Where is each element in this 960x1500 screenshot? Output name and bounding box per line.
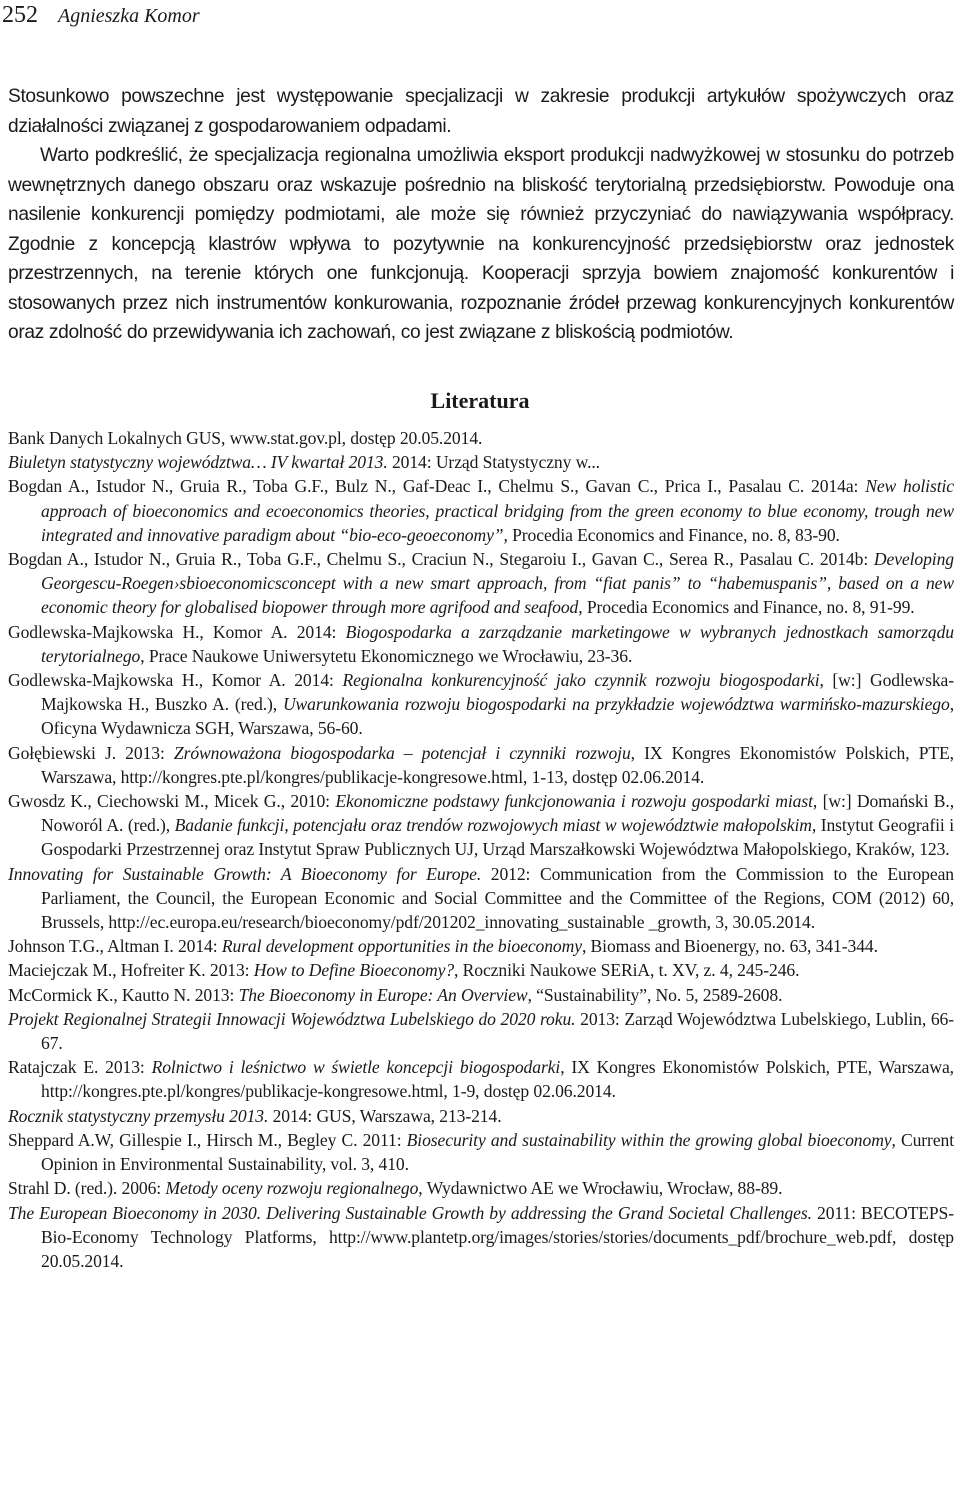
reference-text: , Prace Naukowe Uniwersytetu Ekonomicznego we Wrocławiu, 23-36. [140,645,633,666]
reference-text: Bank Danych Lokalnych GUS, www.stat.gov.pl, dostęp 20.05.2014. [8,428,483,448]
reference-text: Bogdan A., Istudor N., Gruia R., Toba G.F., Bulz N., Gaf-Deac I., Chelmu S., Gavan C., Prica I., Pasalau C. 2014a: [8,476,866,497]
reference-title: Zrównoważona biogospodarka – potencjał i czynniki rozwoju [173,742,631,763]
reference-entry [8,789,954,862]
reference-text: , IX Kongres Ekonomistów Polskich, PTE, Warszawa, http://kongres.pte.pl/kongres/publikacje-kongresowe.html, 1-13, dostęp 02.06.2014. [41,742,954,787]
reference-entry [8,934,954,958]
reference-entry [8,450,954,474]
reference-text: Godlewska-Majkowska H., Komor A. 2014: [8,621,346,642]
reference-title: Projekt Regionalnej Strategii Innowacji Województwa Lubelskiego do 2020 roku. [8,1008,576,1029]
reference-text: Strahl D. (red.). 2006: [8,1178,166,1199]
reference-title: How to Define Bioeconomy? [253,960,455,981]
reference-text: Maciejczak M., Hofreiter K. 2013: [8,960,254,981]
reference-title: Biogospodarka a zarządzanie marketingowe w wybranych jednostkach samorządu terytorialnego [41,621,954,666]
reference-title: Rural development opportunities in the bioeconomy [221,936,582,957]
reference-text: , Procedia Economics and Finance, no. 8, 91-99. [578,597,915,618]
reference-entry [8,1055,954,1103]
reference-text: , IX Kongres Ekonomistów Polskich, PTE, Warszawa, http://kongres.pte.pl/kongres/publikacje-kongresowe.html, 1-9, dostęp 02.06.2014. [41,1057,954,1102]
reference-title: The Bioeconomy in Europe: An Overview [238,984,528,1005]
reference-title: Rocznik statystyczny przemysłu 2013. [8,1105,269,1126]
reference-title: The European Bioeconomy in 2030. Delivering Sustainable Growth by addressing the Grand Societal Challenges. [8,1202,812,1223]
reference-text: McCormick K., Kautto N. 2013: [8,984,239,1005]
running-header [2,0,200,34]
reference-list [8,426,954,1273]
page-number: 252 [2,2,38,28]
reference-text: Gołębiewski J. 2013: [8,742,174,763]
reference-entry [8,862,954,935]
reference-text: , Oficyna Wydawnicza SGH, Warszawa, 56-60. [41,694,954,739]
reference-title: Badanie funkcji, potencjału oraz trendów rozwojowych miast w województwie małopolskim [174,815,812,836]
reference-text: Johnson T.G., Altman I. 2014: [8,936,222,957]
reference-entry [8,1007,954,1055]
reference-title: Rolnictwo i leśnictwo w świetle koncepcji biogospodarki [151,1057,561,1078]
reference-text: , “Sustainability”, No. 5, 2589-2608. [527,984,783,1005]
reference-title: Innovating for Sustainable Growth: A Bioeconomy for Europe. [8,863,482,884]
reference-title: New holistic approach of bioeconomics and ecoeconomics theories, practical bridging from the green economy to blue economy, trough new integrated and innovative paradigm about “bio-eco-geoeconomy”, [41,476,954,545]
reference-text: , [w:] Domański B., Noworól A. (red.), [41,791,954,836]
reference-text: Sheppard A.W, Gillespie I., Hirsch M., Begley C. 2011: [8,1129,407,1150]
reference-text: , Biomass and Bioenergy, no. 63, 341-344. [581,936,878,957]
reference-text: Bogdan A., Istudor N., Gruia R., Toba G.F., Chelmu S., Craciun N., Stegaroiu I., Gavan C., Serea R., Pasalau C. 2014b: [8,549,874,570]
reference-title: Metody oceny rozwoju regionalnego [165,1178,419,1199]
reference-entry [8,547,954,620]
paragraph: Stosunkowo powszechne jest występowanie specjalizacji w zakresie produkcji artykułów spożywczych oraz działalności związanej z gospodarowaniem odpadami. [8,86,954,137]
reference-entry [8,474,954,547]
reference-text: 2012: Communication from the Commission to the European Parliament, the Council, the European Economic and Social Committee and the Committee of the Regions, COM (2012) 60, Brussels, http://ec.europa.eu/research/bioeconomy/pdf/201202_innovating_sustainable _growth, 3, 30.05.2014. [41,863,954,933]
reference-entry [8,1201,954,1274]
reference-text: 2014: Urząd Statystyczny w... [387,452,600,473]
reference-text: 2014: GUS, Warszawa, 213-214. [268,1105,502,1126]
reference-title: Biosecurity and sustainability within the growing global bioeconomy [406,1129,892,1150]
reference-text: 2011: BECOTEPS-Bio-Economy Technology Platforms, http://www.plantetp.org/images/stories/stories/documents_pdf/brochure_web.pdf, dostęp 20.05.2014. [41,1202,954,1271]
reference-title: Regionalna konkurencyjność jako czynnik rozwoju biogospodarki [342,670,820,691]
reference-entry [8,668,954,741]
reference-title: Biuletyn statystyczny województwa… IV kwartał 2013. [8,452,388,473]
reference-text: Procedia Economics and Finance, no. 8, 83-90. [507,524,840,545]
reference-entry [8,983,954,1007]
running-author: Agnieszka Komor [58,5,200,27]
paragraph: Warto podkreślić, że specjalizacja regionalna umożliwia eksport produkcji nadwyżkowej w stosunku do potrzeb wewnętrznych danego obszaru oraz wskazuje pośrednio na bliskość terytorialną przedsiębiorstw. Powoduje ona nasilenie konkurencji pomiędzy podmiotami, ale może się również przyczyniać do nawiązywania współpracy. Zgodnie z koncepcją klastrów wpływa to pozytywnie na konkurencyjność przedsiębiorstw oraz jednostek przestrzennych, na terenie których one funkcjonują. Kooperacji sprzyja bowiem znajomość konkurentów i stosowanych przez nich instrumentów konkurowania, rozpoznanie źródeł przewag konkurencyjnych konkurentów oraz zdolność do przewidywania ich zachowań, co jest związane z bliskością podmiotów. [8,145,954,343]
reference-text: , Current Opinion in Environmental Sustainability, vol. 3, 410. [41,1129,955,1175]
reference-entry [8,741,954,789]
reference-title: Ekonomiczne podstawy funkcjonowania i rozwoju gospodarki miast [335,791,813,812]
reference-text: Godlewska-Majkowska H., Komor A. 2014: [8,670,343,691]
reference-entry [8,426,954,450]
reference-text: Gwosdz K., Ciechowski M., Micek G., 2010: [8,791,336,812]
reference-entry [8,1104,954,1128]
reference-text: , Wydawnictwo AE we Wrocławiu, Wrocław, 88-89. [418,1178,783,1199]
section-title: Literatura [430,388,530,413]
reference-text: , Instytut Geografii i Gospodarki Przestrzennej oraz Instytut Spraw Publicznych UJ, Urząd Marszałkowski Województwa Małopolskiego, Kraków, 123. [41,815,954,860]
body-text [8,82,954,348]
reference-text: , [w:] Godlewska-Majkowska H., Buszko A. (red.), [41,670,954,715]
reference-title: Uwarunkowania rozwoju biogospodarki na przykładzie województwa warmińsko-mazurskiego [282,694,950,715]
reference-entry [8,1176,954,1200]
reference-entry [8,1128,954,1176]
reference-text: 2013: Zarząd Województwa Lubelskiego, Lublin, 66-67. [41,1008,954,1054]
reference-entry [8,620,954,668]
reference-title: Developing Georgescu-Roegen›sbioeconomicsconcept with a new smart approach, from “fiat panis” to “habemuspanis”, based on a new economic theory for globalised biopower through more agrifood and seafood [41,549,954,618]
reference-entry [8,958,954,982]
reference-text: Ratajczak E. 2013: [8,1057,152,1078]
reference-text: , Roczniki Naukowe SERiA, t. XV, z. 4, 245-246. [454,960,800,981]
